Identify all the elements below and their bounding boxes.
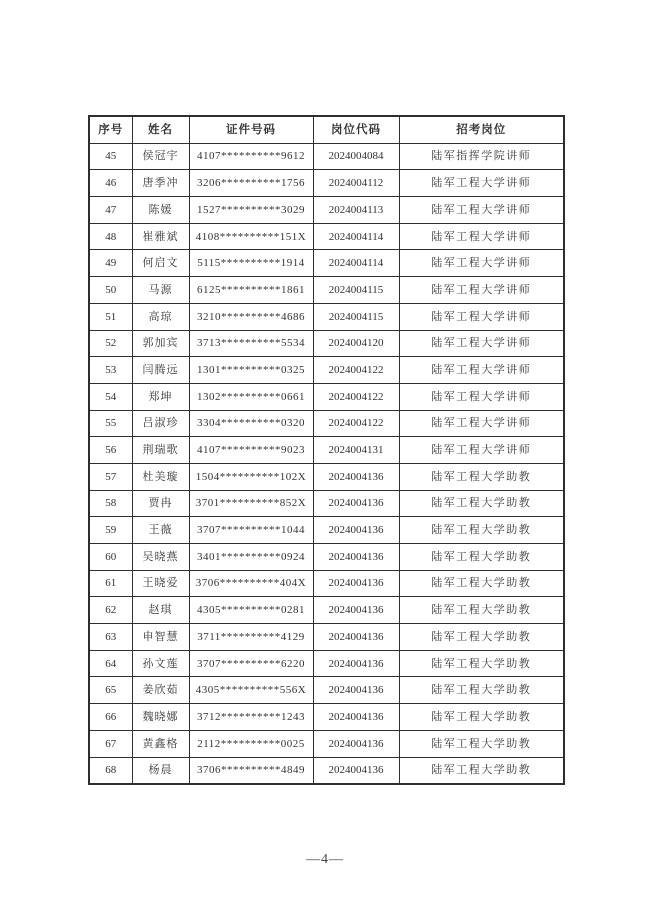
- cell-id-number: 3706**********404X: [189, 570, 313, 597]
- cell-post-code: 2024004136: [313, 517, 399, 544]
- cell-index: 51: [89, 303, 132, 330]
- table-row: [89, 250, 564, 277]
- cell-id-number: 4108**********151X: [189, 223, 313, 250]
- cell-index: 68: [89, 757, 132, 784]
- cell-post-title: 陆军工程大学讲师: [399, 223, 564, 250]
- cell-index: 65: [89, 677, 132, 704]
- table-row: [89, 730, 564, 757]
- table-row: [89, 357, 564, 384]
- cell-name: 何启文: [132, 250, 189, 277]
- cell-id-number: 3701**********852X: [189, 490, 313, 517]
- cell-post-title: 陆军工程大学讲师: [399, 330, 564, 357]
- cell-post-code: 2024004114: [313, 250, 399, 277]
- cell-id-number: 4305**********556X: [189, 677, 313, 704]
- cell-post-code: 2024004112: [313, 170, 399, 197]
- table-row: [89, 650, 564, 677]
- cell-post-code: 2024004136: [313, 677, 399, 704]
- table-row: [89, 490, 564, 517]
- cell-id-number: 3304**********0320: [189, 410, 313, 437]
- cell-name: 魏晓娜: [132, 704, 189, 731]
- table-header-row: [89, 116, 564, 143]
- cell-id-number: 2112**********0025: [189, 730, 313, 757]
- cell-index: 48: [89, 223, 132, 250]
- table-row: [89, 197, 564, 224]
- cell-id-number: 3401**********0924: [189, 544, 313, 571]
- cell-post-code: 2024004136: [313, 490, 399, 517]
- cell-post-code: 2024004114: [313, 223, 399, 250]
- cell-id-number: 3707**********1044: [189, 517, 313, 544]
- table-row: [89, 143, 564, 170]
- cell-post-code: 2024004122: [313, 383, 399, 410]
- cell-index: 53: [89, 357, 132, 384]
- cell-name: 郭加宾: [132, 330, 189, 357]
- cell-name: 杨晨: [132, 757, 189, 784]
- cell-id-number: 3206**********1756: [189, 170, 313, 197]
- header-id-number: 证件号码: [189, 116, 313, 143]
- table-row: [89, 677, 564, 704]
- cell-id-number: 5115**********1914: [189, 250, 313, 277]
- cell-id-number: 1504**********102X: [189, 463, 313, 490]
- table-row: [89, 383, 564, 410]
- cell-post-title: 陆军工程大学助教: [399, 490, 564, 517]
- cell-id-number: 3711**********4129: [189, 624, 313, 651]
- cell-post-title: 陆军工程大学助教: [399, 730, 564, 757]
- cell-post-code: 2024004115: [313, 303, 399, 330]
- table-row: [89, 570, 564, 597]
- cell-post-title: 陆军工程大学助教: [399, 463, 564, 490]
- table-row: [89, 410, 564, 437]
- cell-post-code: 2024004136: [313, 624, 399, 651]
- table-row: [89, 517, 564, 544]
- cell-post-title: 陆军工程大学助教: [399, 517, 564, 544]
- table-body: [89, 143, 564, 784]
- cell-post-code: 2024004115: [313, 277, 399, 304]
- table-row: [89, 330, 564, 357]
- table-row: [89, 277, 564, 304]
- cell-index: 63: [89, 624, 132, 651]
- cell-name: 唐季冲: [132, 170, 189, 197]
- cell-post-title: 陆军工程大学讲师: [399, 410, 564, 437]
- cell-name: 陈媛: [132, 197, 189, 224]
- cell-name: 马源: [132, 277, 189, 304]
- table-row: [89, 463, 564, 490]
- cell-id-number: 1527**********3029: [189, 197, 313, 224]
- cell-index: 55: [89, 410, 132, 437]
- table-row: [89, 544, 564, 571]
- cell-index: 54: [89, 383, 132, 410]
- table-row: [89, 757, 564, 784]
- cell-post-code: 2024004136: [313, 570, 399, 597]
- cell-id-number: 4107**********9612: [189, 143, 313, 170]
- cell-post-title: 陆军工程大学助教: [399, 677, 564, 704]
- cell-id-number: 4305**********0281: [189, 597, 313, 624]
- header-index: 序号: [89, 116, 132, 143]
- cell-index: 49: [89, 250, 132, 277]
- cell-post-title: 陆军工程大学讲师: [399, 197, 564, 224]
- cell-post-title: 陆军工程大学助教: [399, 570, 564, 597]
- cell-id-number: 4107**********9023: [189, 437, 313, 464]
- cell-post-code: 2024004113: [313, 197, 399, 224]
- cell-post-code: 2024004136: [313, 730, 399, 757]
- cell-post-code: 2024004136: [313, 757, 399, 784]
- cell-post-title: 陆军工程大学讲师: [399, 383, 564, 410]
- cell-post-code: 2024004084: [313, 143, 399, 170]
- cell-post-code: 2024004136: [313, 597, 399, 624]
- cell-name: 荆瑞歌: [132, 437, 189, 464]
- cell-index: 56: [89, 437, 132, 464]
- table-row: [89, 597, 564, 624]
- cell-post-code: 2024004120: [313, 330, 399, 357]
- cell-post-code: 2024004136: [313, 704, 399, 731]
- cell-post-code: 2024004136: [313, 544, 399, 571]
- cell-index: 62: [89, 597, 132, 624]
- cell-index: 61: [89, 570, 132, 597]
- cell-index: 58: [89, 490, 132, 517]
- cell-index: 50: [89, 277, 132, 304]
- cell-post-title: 陆军工程大学讲师: [399, 250, 564, 277]
- cell-name: 王薇: [132, 517, 189, 544]
- cell-post-title: 陆军工程大学讲师: [399, 170, 564, 197]
- header-post-code: 岗位代码: [313, 116, 399, 143]
- cell-name: 孙文莲: [132, 650, 189, 677]
- table-row: [89, 704, 564, 731]
- cell-name: 吕淑珍: [132, 410, 189, 437]
- header-post-title: 招考岗位: [399, 116, 564, 143]
- recruitment-roster-table: [88, 115, 565, 785]
- cell-index: 66: [89, 704, 132, 731]
- cell-name: 赵琪: [132, 597, 189, 624]
- cell-id-number: 3707**********6220: [189, 650, 313, 677]
- cell-id-number: 3712**********1243: [189, 704, 313, 731]
- cell-index: 59: [89, 517, 132, 544]
- table-row: [89, 223, 564, 250]
- cell-post-code: 2024004122: [313, 410, 399, 437]
- header-name: 姓名: [132, 116, 189, 143]
- cell-index: 57: [89, 463, 132, 490]
- cell-post-title: 陆军工程大学助教: [399, 597, 564, 624]
- cell-name: 郑坤: [132, 383, 189, 410]
- cell-post-title: 陆军工程大学讲师: [399, 303, 564, 330]
- cell-post-title: 陆军工程大学助教: [399, 624, 564, 651]
- cell-name: 黄鑫格: [132, 730, 189, 757]
- cell-name: 高琼: [132, 303, 189, 330]
- cell-name: 崔雅斌: [132, 223, 189, 250]
- cell-id-number: 3210**********4686: [189, 303, 313, 330]
- table-row: [89, 437, 564, 464]
- cell-post-code: 2024004131: [313, 437, 399, 464]
- cell-post-title: 陆军工程大学讲师: [399, 277, 564, 304]
- cell-post-title: 陆军指挥学院讲师: [399, 143, 564, 170]
- table-row: [89, 303, 564, 330]
- cell-post-title: 陆军工程大学讲师: [399, 357, 564, 384]
- cell-id-number: 6125**********1861: [189, 277, 313, 304]
- cell-id-number: 1302**********0661: [189, 383, 313, 410]
- cell-name: 侯冠宇: [132, 143, 189, 170]
- cell-post-title: 陆军工程大学助教: [399, 757, 564, 784]
- cell-index: 64: [89, 650, 132, 677]
- cell-id-number: 3706**********4849: [189, 757, 313, 784]
- cell-id-number: 3713**********5534: [189, 330, 313, 357]
- cell-index: 67: [89, 730, 132, 757]
- cell-post-code: 2024004136: [313, 650, 399, 677]
- cell-post-code: 2024004136: [313, 463, 399, 490]
- cell-post-title: 陆军工程大学助教: [399, 544, 564, 571]
- cell-name: 吴晓燕: [132, 544, 189, 571]
- cell-name: 闫腾远: [132, 357, 189, 384]
- cell-index: 45: [89, 143, 132, 170]
- cell-post-title: 陆军工程大学讲师: [399, 437, 564, 464]
- cell-post-title: 陆军工程大学助教: [399, 704, 564, 731]
- cell-name: 杜美璇: [132, 463, 189, 490]
- cell-name: 申智慧: [132, 624, 189, 651]
- cell-post-code: 2024004122: [313, 357, 399, 384]
- table-row: [89, 170, 564, 197]
- cell-name: 王晓爱: [132, 570, 189, 597]
- page-number: —4—: [306, 852, 344, 867]
- cell-index: 47: [89, 197, 132, 224]
- cell-index: 46: [89, 170, 132, 197]
- cell-name: 姜欣茹: [132, 677, 189, 704]
- cell-index: 60: [89, 544, 132, 571]
- cell-id-number: 1301**********0325: [189, 357, 313, 384]
- cell-post-title: 陆军工程大学助教: [399, 650, 564, 677]
- cell-index: 52: [89, 330, 132, 357]
- cell-name: 贾冉: [132, 490, 189, 517]
- table-row: [89, 624, 564, 651]
